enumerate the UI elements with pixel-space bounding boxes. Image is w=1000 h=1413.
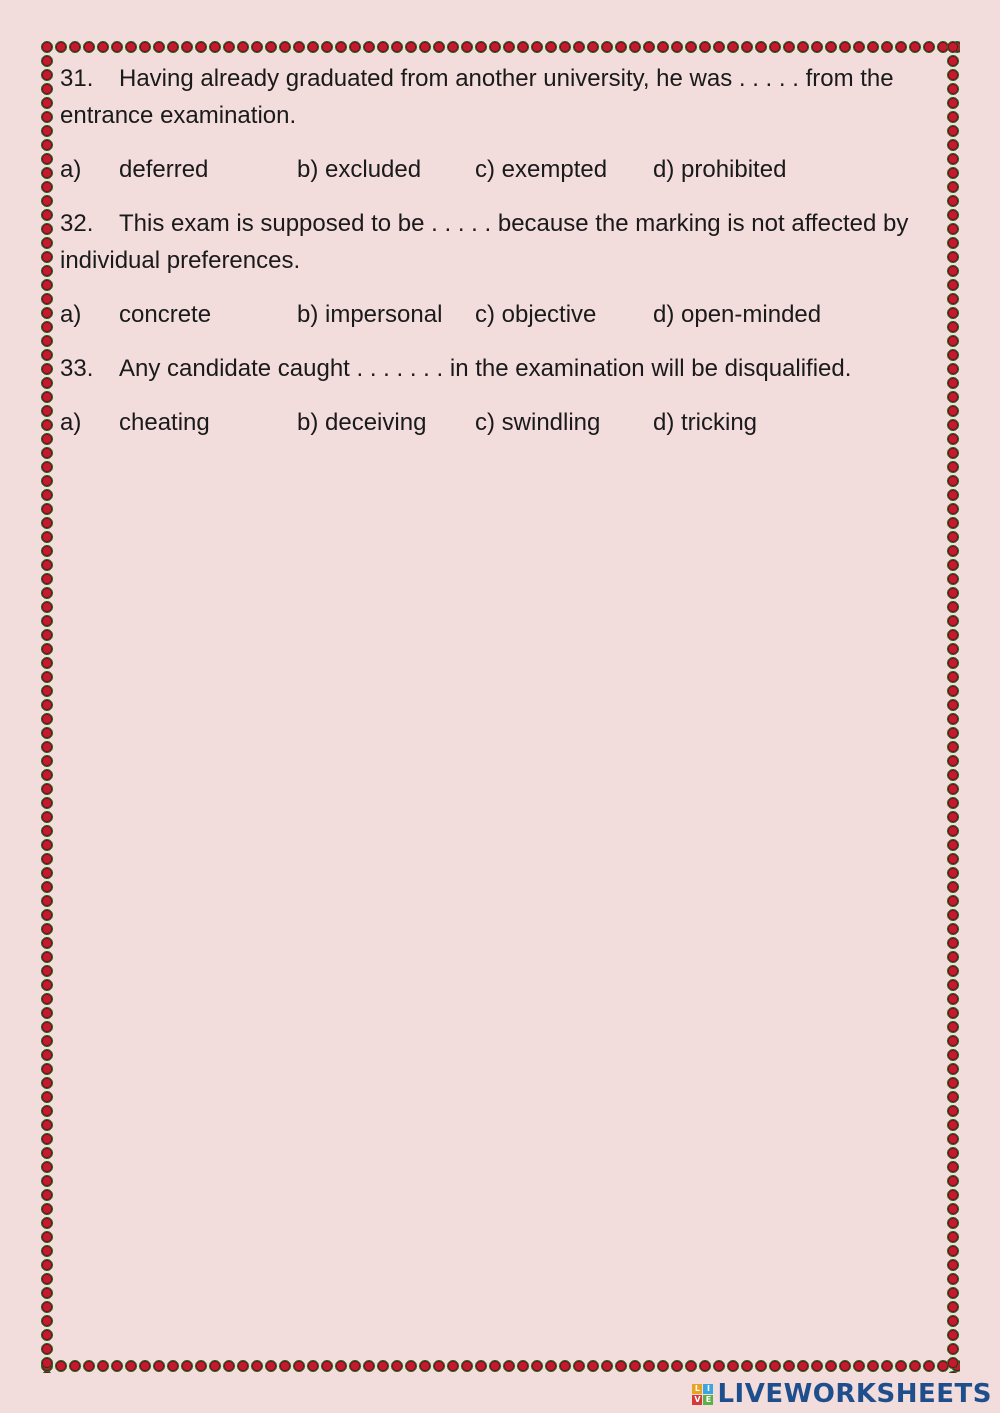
- decorative-border-right: [946, 40, 960, 1373]
- option-c[interactable]: c) objective: [475, 301, 597, 328]
- option-d[interactable]: d) open-minded: [653, 301, 822, 328]
- question-text: This exam is supposed to be . . . . . because the marking is not affected by: [119, 210, 909, 237]
- option-d[interactable]: d) prohibited: [653, 156, 787, 183]
- question-text-continued: entrance examination.: [60, 102, 297, 129]
- question-number: 32.: [60, 210, 94, 237]
- logo-mark-icon: L I V E: [692, 1384, 713, 1405]
- option-a[interactable]: concrete: [119, 301, 212, 328]
- option-letter-a: a): [60, 156, 82, 183]
- question-number: 31.: [60, 65, 94, 92]
- options-32: [60, 296, 940, 333]
- question-31: [60, 60, 940, 134]
- option-d[interactable]: d) tricking: [653, 409, 758, 436]
- option-a[interactable]: cheating: [119, 409, 210, 436]
- option-c[interactable]: c) swindling: [475, 409, 601, 436]
- option-a[interactable]: deferred: [119, 156, 209, 183]
- option-letter-a: a): [60, 301, 82, 328]
- decorative-border-left: [40, 40, 54, 1373]
- question-33: [60, 350, 940, 387]
- option-b[interactable]: b) excluded: [297, 156, 422, 183]
- option-c[interactable]: c) exempted: [475, 156, 608, 183]
- option-b[interactable]: b) impersonal: [297, 301, 443, 328]
- question-text: Any candidate caught . . . . . . . in the examination will be disqualified.: [119, 355, 852, 382]
- question-text-continued: individual preferences.: [60, 247, 301, 274]
- decorative-border-top: [40, 40, 960, 54]
- question-number: 33.: [60, 355, 94, 382]
- worksheet-content: [60, 60, 940, 458]
- options-33: [60, 404, 940, 441]
- question-32: [60, 205, 940, 279]
- option-letter-a: a): [60, 409, 82, 436]
- question-text: Having already graduated from another university, he was . . . . . from the: [119, 65, 894, 92]
- decorative-border-bottom: [40, 1359, 960, 1373]
- option-b[interactable]: b) deceiving: [297, 409, 427, 436]
- liveworksheets-logo: [692, 1379, 992, 1409]
- options-31: [60, 151, 940, 188]
- logo-text: LIVEWORKSHEETS: [717, 1379, 992, 1409]
